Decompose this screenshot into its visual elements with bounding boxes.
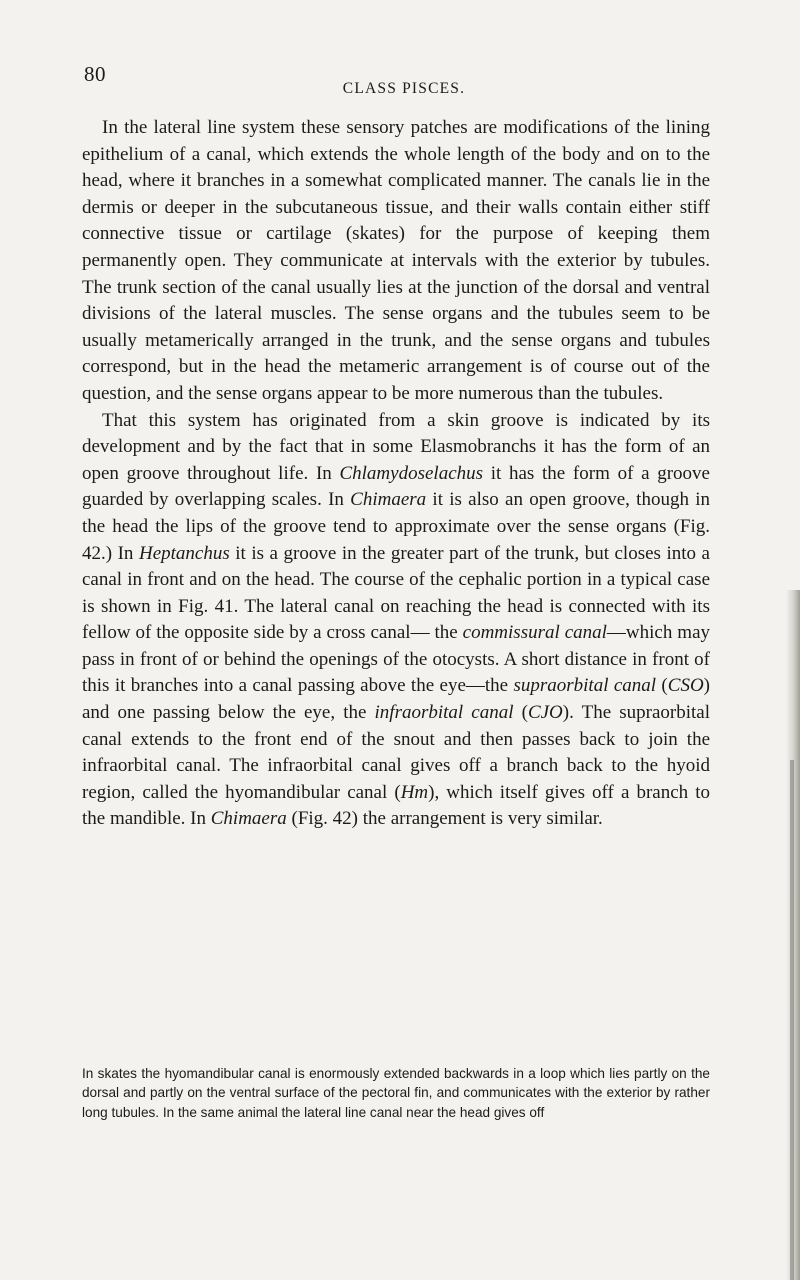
paragraph-text: In the lateral line system these sensory patches are modifications of the lining epithelium of a canal, which extends the whole length of the body and on to the head, where it branches in a somewhat complicated manner. The canals lie in the dermis or deeper in the subcutaneous tissue, and their walls contain either stiff connective tissue or cartilage (skates) for the purpose of keeping them permanently open. They communicate at intervals with the exterior by tubules. The trunk section of the canal usually lies at the junction of the dorsal and ventral divisions of the lateral muscles. The sense organs and the tubules seem to be usually metamerically arranged in the trunk, and the sense organs and tubules correspond, but in the head the metameric arrangement is of course out of the question, and the sense organs appear to be more numerous than the tubules. bbox=[82, 117, 710, 404]
term: infraorbital canal bbox=[374, 702, 514, 724]
figure-label: Hm bbox=[400, 781, 429, 803]
text-run: ( bbox=[656, 675, 668, 697]
term: commissural canal bbox=[462, 622, 607, 644]
small-print-note: In skates the hyomandibular canal is enormously extended backwards in a loop which lies partly on the dorsal and partly on the ventral surface of the pectoral fin, and communicates with the exterior by rather long tubules. In the same animal the lateral line canal near the head gives off bbox=[82, 1066, 710, 1120]
text-run: ), which itself gives off a branch to the mandible. In bbox=[82, 781, 711, 830]
taxon-name: Heptanchus bbox=[138, 542, 230, 564]
text-run: it has the form of a groove guarded by overlapping scales. In bbox=[82, 462, 710, 511]
paragraph-origin bbox=[82, 408, 710, 834]
taxon-name: Chimaera bbox=[350, 489, 427, 511]
figure-label: CSO bbox=[667, 675, 704, 697]
running-head: CLASS PISCES. bbox=[342, 80, 466, 97]
text-run: ( bbox=[513, 702, 528, 724]
text-run: ). The supraorbital canal extends to the front end of the snout and then passes back to join the infraorbital canal. The infraorbital canal gives off a branch back to the hyoid region, called the hyomandibular canal ( bbox=[82, 702, 710, 803]
text-run: (Fig. 42) the arrangement is very similar. bbox=[286, 808, 603, 830]
taxon-name: Chimaera bbox=[210, 808, 287, 830]
text-run: —which may pass in front of or behind the openings of the otocysts. A short distance in front of this it branches into a canal passing above the eye—the bbox=[82, 622, 710, 697]
page-number: 80 bbox=[84, 62, 106, 86]
text-run: ) and one passing below the eye, the bbox=[82, 675, 710, 724]
text-run: it is a groove in the greater part of the trunk, but closes into a canal in front and on the head. The course of the cephalic portion in a typical case is shown in Fig. 41. The lateral canal on reaching the head is connected with its fellow of the opposite side by a cross canal— the bbox=[82, 542, 710, 644]
text-run: That this system has originated from a skin groove is indicated by its development and by the fact that in some Elasmobranchs it has the form of an open groove throughout life. In bbox=[82, 409, 710, 484]
figure-label: CJO bbox=[527, 702, 563, 724]
paragraph-lateral-line bbox=[82, 115, 710, 408]
taxon-name: Chlamydoselachus bbox=[339, 462, 484, 484]
body-text bbox=[82, 115, 710, 833]
term: supraorbital canal bbox=[513, 675, 657, 697]
text-run: it is also an open groove, though in the head the lips of the groove tend to approximate over the sense organs (Fig. 42.) In bbox=[82, 489, 710, 564]
page-edge-line bbox=[790, 760, 794, 1280]
